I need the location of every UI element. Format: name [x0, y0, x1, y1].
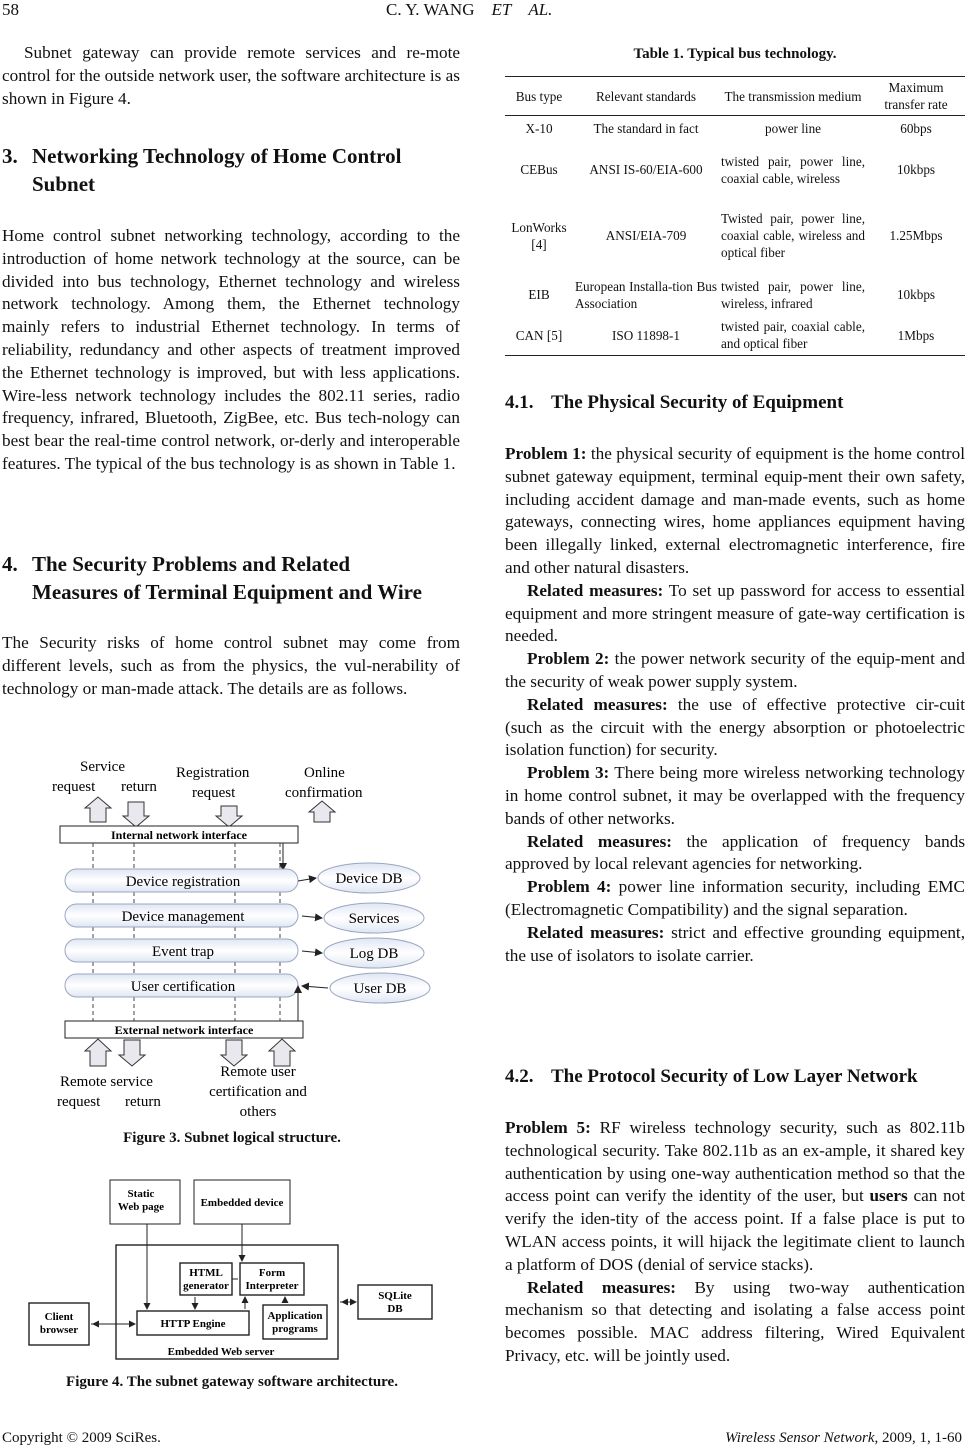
table-1-caption: Table 1. Typical bus technology. [633, 46, 837, 62]
remote-service-down-arrow [119, 1040, 145, 1066]
svg-text:User certification: User certification [130, 979, 236, 995]
table-cell: power line [764, 121, 822, 137]
label-registration-request: request [192, 785, 236, 801]
measures-3-paragraph: Related measures: the application of frequency bands approved by local relevant agencies for networking. [505, 831, 966, 874]
label-remote-user-3: others [239, 1104, 277, 1120]
label-online-confirmation: confirmation [285, 785, 363, 801]
module-user-certification [65, 974, 298, 997]
svg-text:Client: Client [44, 1311, 74, 1323]
section-3-heading: 3. Networking Technology of Home Control Subnet [2, 144, 402, 196]
table-cell: 10kbps [896, 287, 936, 302]
table-cell: Twisted pair, power line, coaxial cable, wireless and optical fiber [721, 211, 865, 260]
db-user [330, 973, 430, 1003]
embedded-web-server-box [116, 1245, 338, 1359]
module-device-registration [65, 869, 298, 892]
table-cell: 1Mbps [867, 316, 965, 356]
table-cell: twisted pair, power line, coaxial cable, wireless [721, 153, 865, 186]
table-cell: European Installa-tion Bus Association [575, 278, 717, 311]
remote-user-down-arrow [221, 1040, 247, 1066]
svg-text:User DB: User DB [353, 981, 407, 997]
problem-1-paragraph: Problem 1: the physical security of equipment is the home control subnet gateway equipment, terminal equip-ment their own safety, including accident damage and man-made events, such as home gateways, connecting wires, home appliances equipment having been illegally linked, external electromagnetic interference, fire and other natural disasters. [505, 444, 965, 577]
registration-down-arrow [216, 806, 242, 827]
table-cell: ANSI/EIA-709 [605, 228, 687, 243]
svg-text:Log DB: Log DB [349, 946, 399, 962]
label-remote-user-1: Remote user [220, 1064, 296, 1080]
figure-3-diagram [40, 750, 440, 1125]
table-cell: twisted pair, power line, wireless, infrared [721, 278, 865, 311]
svg-text:HTTP Engine: HTTP Engine [160, 1318, 226, 1330]
section-4-1-heading: 4.1. The Physical Security of Equipment [505, 392, 844, 413]
page-number: 58 [2, 0, 19, 19]
service-down-arrow [123, 802, 149, 827]
table-header-cell: Bus type [505, 77, 573, 116]
svg-text:DB: DB [387, 1303, 403, 1315]
section-3-paragraph: Home control subnet networking technology, according to the introduction of home network technology at the source, can be divided into bus technology, Ethernet technology and wireless network technology. Among them, the Ethernet technology mainly refers to industrial Ethernet technology. In terms of reliability, redundancy and other aspects of treatment improved the Ethernet technology is improved, but with less applications. Wire-less network technology includes the 802.11 series, radio frequency, infrared, Bluetooth, ZigBee, etc. Bus tech-nology can best bear the real-time control network, or-derly and interoperable features. The typical of the bus technology is as shown in Table 1. [2, 226, 460, 473]
section-4-2-body [505, 1117, 965, 1368]
label-online: Online [304, 765, 345, 781]
footer-copyright: Copyright © 2009 SciRes. [2, 1430, 161, 1446]
online-up-arrow [309, 801, 335, 822]
running-title-author: C. Y. WANG [386, 0, 475, 19]
label-registration: Registration [176, 765, 250, 781]
table-cell: 10kbps [896, 162, 936, 177]
table-cell: ISO 11898-1 [573, 316, 719, 356]
label-service: Service [80, 759, 125, 775]
table-header-cell: Maximum transfer rate [867, 77, 965, 116]
table-cell: The standard in fact [593, 121, 699, 137]
table-cell: ANSI IS-60/EIA-600 [589, 162, 703, 177]
svg-text:SQLite: SQLite [378, 1290, 412, 1302]
measures-1-paragraph: Related measures: To set up password for access to essential equipment and more stringent measure of gate-way certification is needed. [505, 580, 965, 646]
table-cell: twisted pair, coaxial cable, and optical fiber [719, 316, 867, 356]
table-cell: X-10 [525, 121, 553, 137]
table-cell: CEBus [520, 162, 558, 177]
table-row [505, 316, 965, 356]
service-up-arrow [85, 797, 111, 822]
module-device-management [65, 904, 298, 927]
svg-text:Form: Form [258, 1267, 286, 1279]
remote-user-up-arrow [269, 1039, 295, 1066]
svg-text:Application: Application [267, 1310, 323, 1322]
module-event-trap [65, 939, 298, 962]
db-services [324, 903, 424, 933]
label-service-return: return [121, 779, 157, 795]
svg-text:Device DB: Device DB [335, 871, 403, 887]
measures-2-paragraph: Related measures: the use of effective protective cir-cuit (such as the circuit with the energy absorption or photoelectric isolation function) for security. [505, 694, 965, 760]
svg-text:Interpreter: Interpreter [245, 1280, 299, 1292]
measures-5-paragraph: Related measures: By using two-way authentication mechanism so that detecting and isolating a false access point becomes possible. MAC address filtering, Wired Equivalent Privacy, etc. will be jointly used. [505, 1277, 965, 1365]
internal-interface-label: Internal network interface [111, 828, 247, 842]
running-title-al: AL. [528, 0, 553, 19]
table-cell: CAN [5] [505, 316, 573, 356]
label-remote-request: request [57, 1094, 101, 1110]
svg-text:Device management: Device management [121, 909, 245, 925]
measures-4-paragraph: Related measures: strict and effective grounding equipment, the use of isolators to isolate carrier. [505, 922, 965, 965]
problem-2-paragraph: Problem 2: the power network security of the equip-ment and the security of weak power supply system. [505, 649, 965, 691]
table-header-cell: Relevant standards [573, 77, 719, 116]
svg-text:Event trap: Event trap [151, 944, 215, 960]
svg-text:Web page: Web page [117, 1201, 165, 1213]
table-cell: 60bps [900, 121, 932, 137]
table-cell: EIB [528, 287, 550, 302]
figure-3-caption: Figure 3. Subnet logical structure. [123, 1130, 341, 1146]
table-header-cell: The transmission medium [719, 77, 867, 116]
label-remote-user-2: certification and [209, 1084, 307, 1100]
section-4-paragraph: The Security risks of home control subnet may come from different levels, such as from the physics, the vul-nerability of technology or man-made attack. The details are as follows. [2, 633, 460, 698]
table-cell: LonWorks [4] [511, 219, 567, 252]
svg-text:programs: programs [272, 1323, 318, 1335]
label-service-request: request [52, 779, 96, 795]
table-row [505, 142, 965, 198]
figure-4-caption: Figure 4. The subnet gateway software architecture. [66, 1374, 398, 1390]
db-log [324, 938, 424, 968]
section-4-2-heading: 4.2. The Protocol Security of Low Layer Network [505, 1066, 918, 1087]
section-4-heading: 4. The Security Problems and Related Measures of Terminal Equipment and Wire [2, 552, 422, 604]
svg-text:Device registration: Device registration [125, 874, 241, 890]
table-row [505, 274, 965, 316]
intro-paragraph: Subnet gateway can provide remote services and re-mote control for the outside network user, the software architecture is as shown in Figure 4. [2, 43, 460, 108]
svg-text:Embedded device: Embedded device [200, 1197, 284, 1209]
svg-text:browser: browser [39, 1324, 79, 1336]
label-remote-service: Remote service [60, 1074, 153, 1090]
external-interface-label: External network interface [114, 1023, 254, 1037]
table-row [505, 198, 965, 274]
problem-4-paragraph: Problem 4: power line information security, including EMC (Electromagnetic Compatibility) and the signal separation. [505, 877, 965, 919]
svg-text:Static: Static [127, 1188, 155, 1200]
remote-service-up-arrow [85, 1039, 111, 1066]
running-title-et: ET [491, 0, 512, 19]
footer-journal: Wireless Sensor Network, 2009, 1, 1-60 [725, 1430, 962, 1446]
problem-3-paragraph: Problem 3: There being more wireless networking technology in home control subnet, it may be overlapped with the frequency bands of other networks. [505, 763, 965, 828]
svg-text:Embedded Web server: Embedded Web server [167, 1346, 275, 1358]
svg-text:generator: generator [183, 1280, 229, 1292]
figure-4-diagram [25, 1175, 440, 1370]
problem-5-paragraph: Problem 5: RF wireless technology security, such as 802.11b technological security. Take 802.11b as an ex-ample, it shared key authentication by using one-way authentication method so that the access point can verify the identity of the user, but users can not verify the iden-tity of the access point. If a false place is put to WLAN access points, it will hijack the legitimate client to launch a platform of DOS (denial of service stacks). [505, 1118, 965, 1274]
section-4-1-body [505, 443, 965, 967]
bus-technology-table [505, 76, 965, 356]
table-row [505, 116, 965, 142]
db-device [318, 863, 420, 893]
running-title [386, 0, 552, 20]
svg-text:HTML: HTML [189, 1267, 223, 1279]
svg-text:Services: Services [348, 911, 400, 927]
table-header-row [505, 77, 965, 116]
label-remote-return: return [125, 1094, 161, 1110]
table-cell: 1.25Mbps [889, 228, 943, 243]
